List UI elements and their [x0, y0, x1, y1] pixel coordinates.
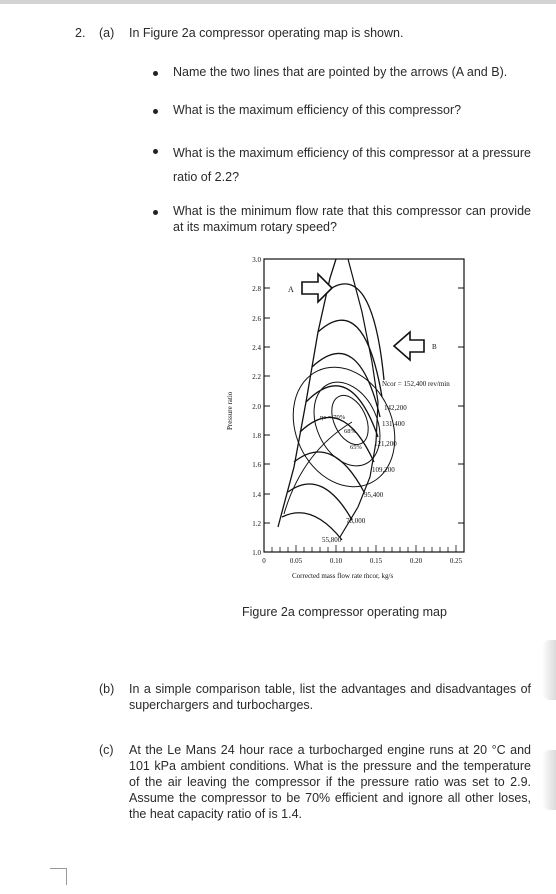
y-tick: 2.4	[252, 344, 261, 352]
speed-line-95400	[294, 452, 364, 492]
y-tick: 2.8	[252, 285, 261, 293]
part-c-text: At the Le Mans 24 hour race a turbocharged engine runs at 20 °C and 101 kPa ambient conditions. What is the pressure and the temperature of the air leaving the compressor if the pressure ratio was set to 2.9. Assume the compressor to be 70% efficient and ignore all other loses, the heat capacity ratio of is 1.4.	[129, 743, 531, 821]
speed-title: Ncor = 152,400 rev/min	[382, 380, 450, 388]
x-tick: 0.10	[329, 557, 343, 565]
y-tick: 1.8	[252, 432, 261, 440]
y-tick: 1.6	[252, 461, 261, 469]
efficiency-label-68: 68%	[344, 428, 356, 435]
speed-label-131400: 131,400	[382, 420, 405, 428]
speed-label-55800: 55,800	[322, 536, 342, 544]
page-corner-mark	[50, 868, 67, 885]
part-c-label: (c)	[99, 743, 114, 757]
bullet-dot	[153, 210, 158, 215]
speed-line-78000	[288, 484, 352, 520]
speed-line-131400	[312, 353, 380, 417]
part-b-text: In a simple comparison table, list the advantages and disadvantages of superchargers and turbocharges.	[129, 682, 531, 712]
x-tick: 0.25	[449, 557, 463, 565]
arrow-b-icon	[394, 332, 424, 360]
part-a-label: (a)	[99, 26, 115, 40]
bullet-dot	[153, 149, 158, 154]
y-tick: 2.6	[252, 315, 261, 323]
figure-caption: Figure 2a compressor operating map	[242, 605, 447, 619]
y-tick: 3.0	[252, 256, 261, 264]
bullet-dot	[153, 109, 158, 114]
x-tick: 0.15	[369, 557, 383, 565]
speed-label-109200: 109,200	[372, 466, 395, 474]
y-tick: 1.4	[252, 491, 261, 499]
speed-label-121200: 121,200	[374, 440, 397, 448]
top-border	[0, 0, 556, 4]
y-tick: 2.2	[252, 373, 261, 381]
x-axis-label: Corrected mass flow rate ṁcor, kg/s	[292, 572, 394, 580]
part-a-bullet-3: What is the maximum efficiency of this compressor at a pressure ratio of 2.2?	[173, 146, 531, 184]
question-number: 2.	[75, 26, 86, 40]
y-axis-label: Pressure ratio	[226, 391, 234, 430]
part-b-label: (b)	[99, 682, 115, 696]
part-a-bullet-2: What is the maximum efficiency of this compressor?	[173, 103, 462, 117]
y-tick: 1.0	[252, 549, 261, 557]
surge-line	[278, 259, 336, 527]
label-b: B	[432, 343, 437, 351]
efficiency-label-70: ηc = 70%	[320, 414, 346, 421]
x-tick: 0.05	[289, 557, 303, 565]
label-a: A	[288, 285, 294, 294]
arrow-a-icon	[302, 274, 332, 302]
x-tick: 0	[262, 557, 266, 565]
edge-shadow	[542, 750, 556, 810]
bullet-dot	[153, 71, 158, 76]
speed-label-142200: 142,200	[384, 404, 407, 412]
part-a-bullet-1: Name the two lines that are pointed by the arrows (A and B).	[173, 65, 508, 79]
y-tick: 2.0	[252, 403, 261, 411]
part-a-bullet-4: What is the minimum flow rate that this compressor can provide at its maximum rotary speed?	[173, 204, 531, 234]
speed-label-78000: 78,000	[346, 517, 366, 525]
edge-shadow	[542, 640, 556, 700]
efficiency-label-65: 65%	[350, 444, 362, 451]
y-tick: 1.2	[252, 520, 261, 528]
part-a-intro: In Figure 2a compressor operating map is shown.	[129, 26, 404, 40]
compressor-map-figure	[222, 252, 477, 592]
speed-label-95400: 95,400	[364, 491, 384, 499]
x-tick: 0.20	[409, 557, 423, 565]
speed-line-109200	[300, 417, 374, 462]
